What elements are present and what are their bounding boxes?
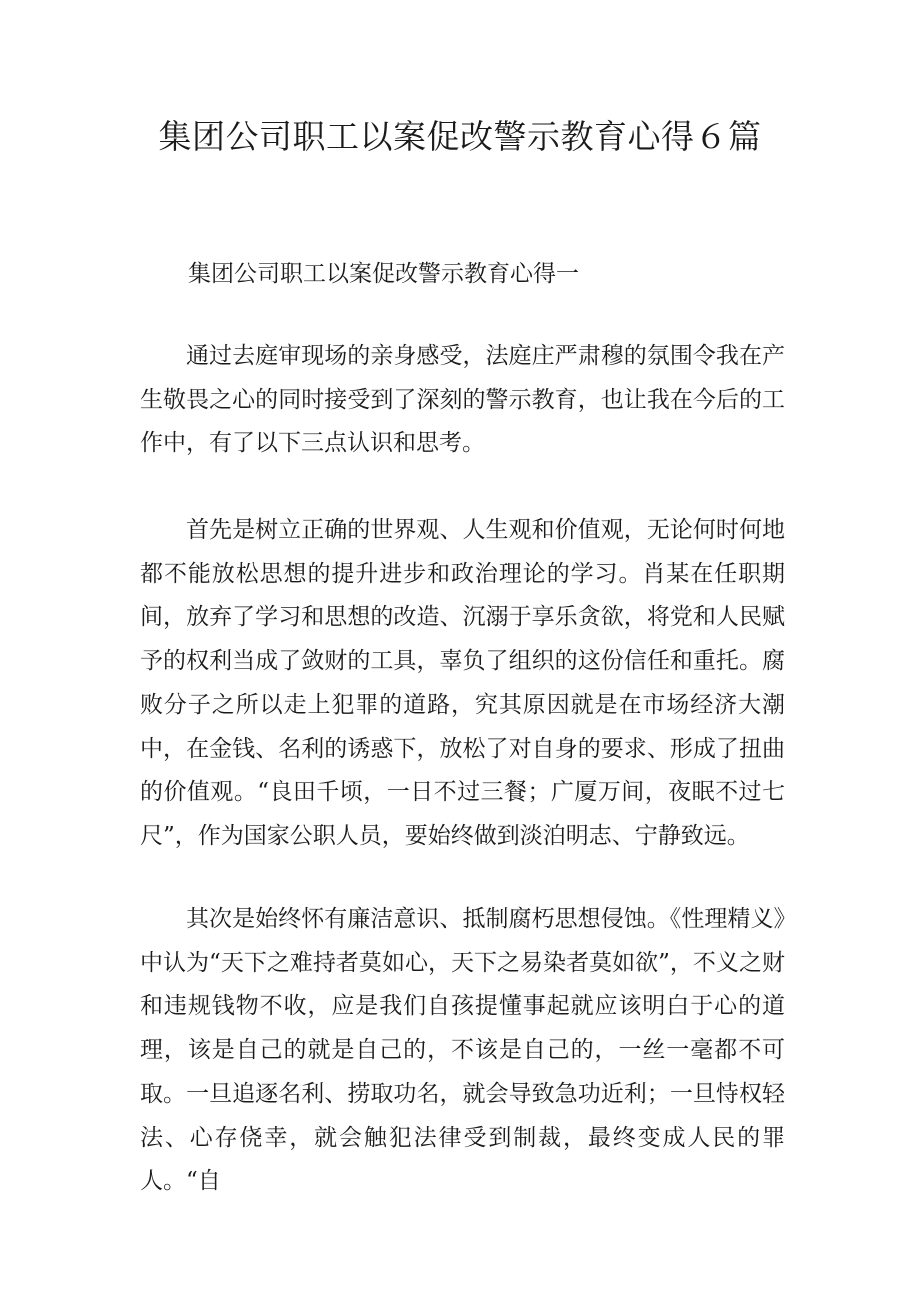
- paragraph-2: 首先是树立正确的世界观、人生观和价值观，无论何时何地都不能放松思想的提升进步和政治理论的学习。肖某在任职期间，放弃了学习和思想的改造、沉溺于享乐贪欲，将党和人民赋予的权利当成了敛财的工具，辜负了组织的这份信任和重托。腐败分子之所以走上犯罪的道路，究其原因就是在市场经济大潮中，在金钱、名利的诱惑下，放松了对自身的要求、形成了扭曲的价值观。“良田千顷，一日不过三餐；广厦万间，夜眠不过七尺”，作为国家公职人员，要始终做到淡泊明志、宁静致远。: [140, 517, 785, 849]
- paragraph-3: 其次是始终怀有廉洁意识、抵制腐朽思想侵蚀。《性理精义》中认为“天下之难持者莫如心，天下之易染者莫如欲”，不义之财和违规钱物不收，应是我们自孩提懂事起就应该明白于心的道理，该是自己的就是自己的，不该是自己的，一丝一毫都不可取。一旦追逐名利、捞取功名，就会导致急功近利；一旦恃权轻法、心存侥幸，就会触犯法律受到制裁，最终变成人民的罪人。“自: [140, 906, 785, 1195]
- document-title: 集团公司职工以案促改警示教育心得６篇: [158, 117, 762, 156]
- section-heading: 集团公司职工以案促改警示教育心得一: [188, 261, 579, 287]
- paragraph-1: 通过去庭审现场的亲身感受，法庭庄严肃穆的氛围令我在产生敬畏之心的同时接受到了深刻的警示教育，也让我在今后的工作中，有了以下三点认识和思考。: [140, 343, 785, 457]
